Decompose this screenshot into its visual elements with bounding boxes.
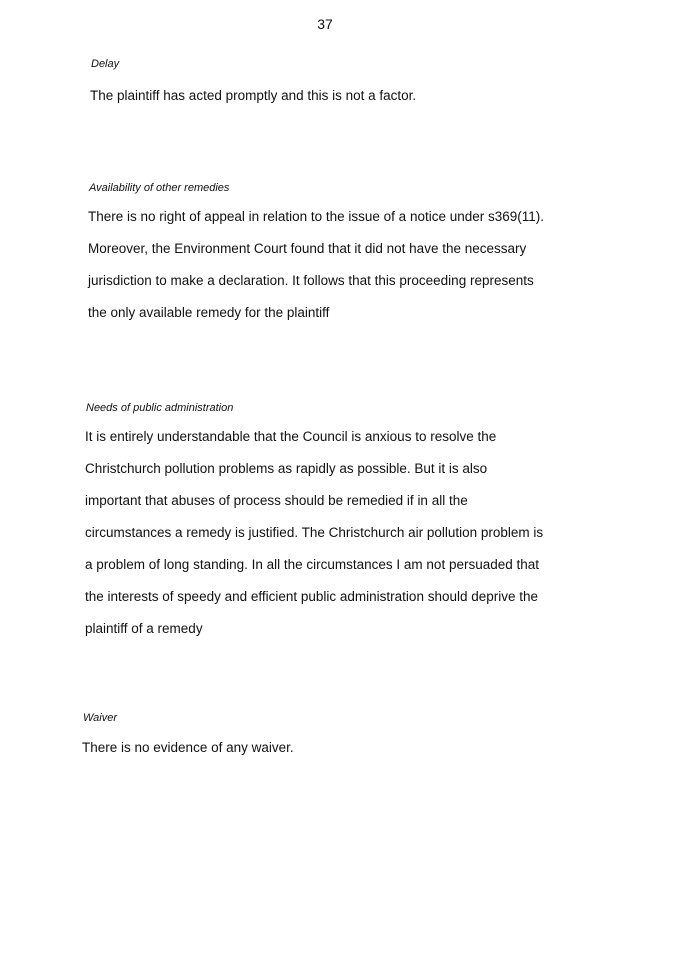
body-line: the interests of speedy and efficient public administration should deprive the [85, 589, 539, 604]
section-heading-delay: Delay [91, 58, 120, 70]
body-line: Moreover, the Environment Court found that it did not have the necessary [88, 241, 527, 256]
body-line: Christchurch pollution problems as rapidly as possible. But it is also [85, 461, 488, 476]
body-line: The plaintiff has acted promptly and this is not a factor. [90, 88, 417, 103]
section-body-other-remedies [88, 201, 544, 329]
section-body-delay [90, 80, 416, 112]
section-heading-other-remedies: Availability of other remedies [89, 182, 230, 194]
body-line: the only available remedy for the plaintiff [88, 305, 330, 320]
section-heading-public-administration: Needs of public administration [86, 402, 234, 414]
body-line: plaintiff of a remedy [85, 621, 203, 636]
section-body-waiver [82, 732, 294, 764]
body-line: There is no right of appeal in relation to the issue of a notice under s369(11). [88, 209, 545, 224]
body-line: There is no evidence of any waiver. [82, 740, 294, 755]
body-line: circumstances a remedy is justified. The Christchurch air pollution problem is [85, 525, 544, 540]
body-line: It is entirely understandable that the Council is anxious to resolve the [85, 429, 497, 444]
section-heading-waiver: Waiver [83, 712, 118, 724]
body-line: jurisdiction to make a declaration. It follows that this proceeding represents [88, 273, 534, 288]
body-line: a problem of long standing. In all the circumstances I am not persuaded that [85, 557, 540, 572]
body-line: important that abuses of process should be remedied if in all the [85, 493, 468, 508]
section-body-public-administration [85, 421, 543, 645]
page-number: 37 [317, 16, 333, 32]
